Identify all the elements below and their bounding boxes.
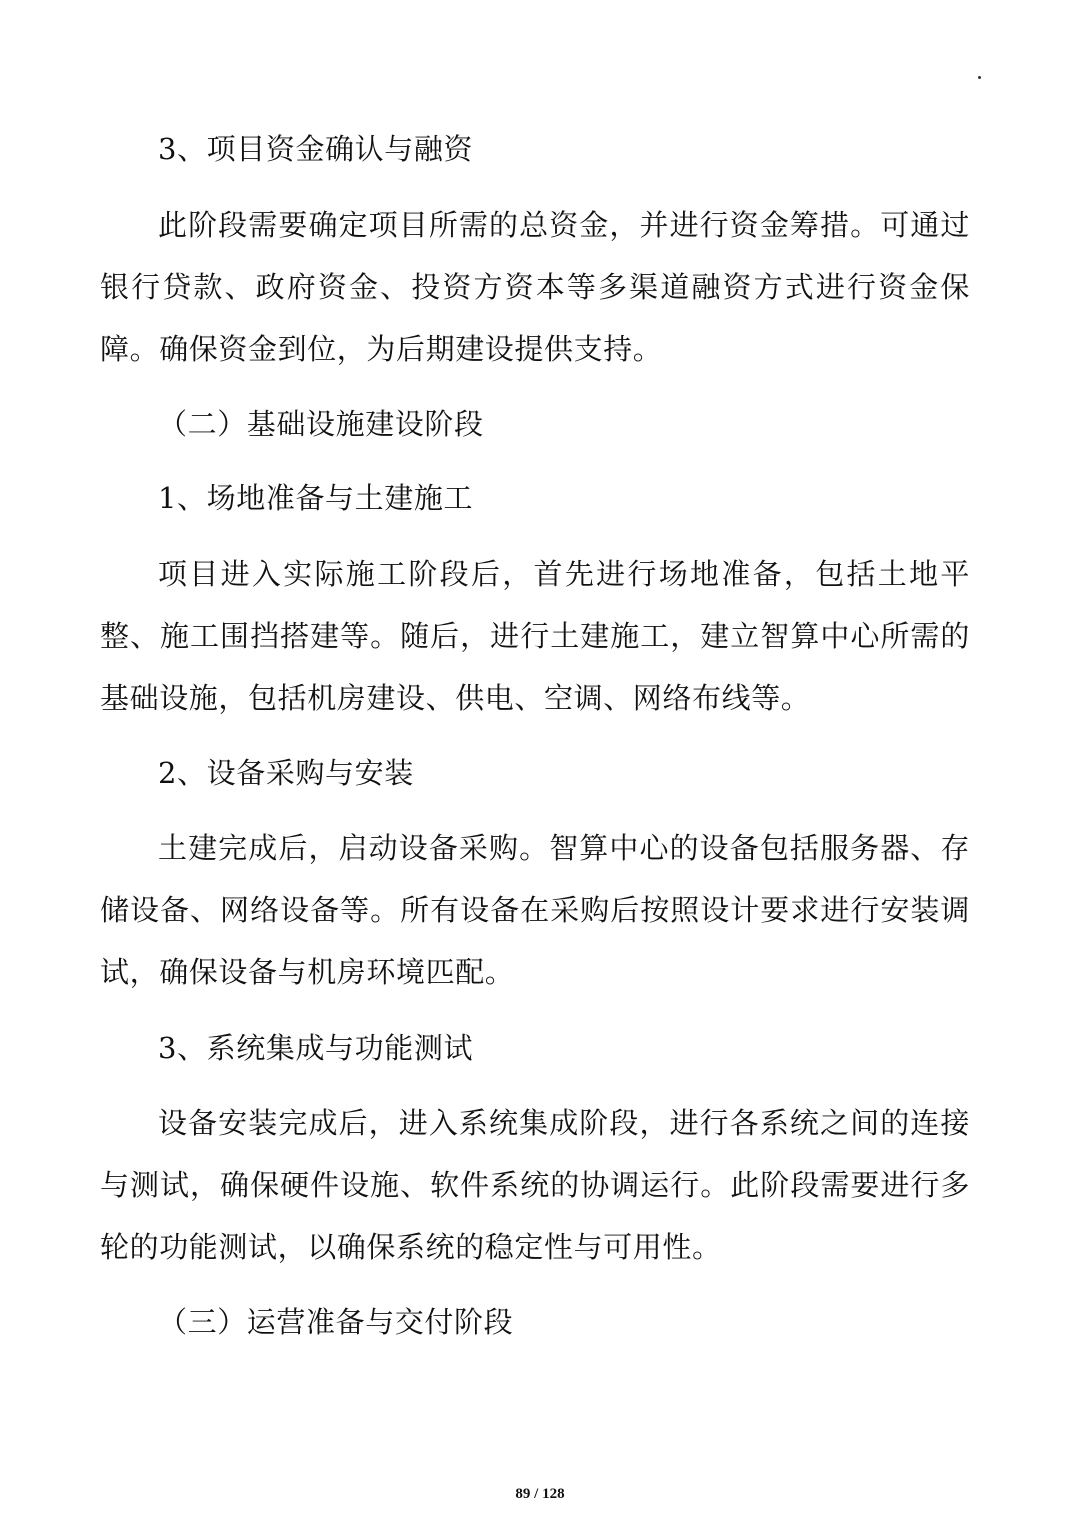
paragraph-site-prep: 项目进入实际施工阶段后，首先进行场地准备，包括土地平整、施工围挡搭建等。随后，进行土建施工，建立智算中心所需的基础设施，包括机房建设、供电、空调、网络布线等。 — [100, 557, 970, 715]
page-number: 89 / 128 — [515, 1486, 565, 1502]
section-heading-site-prep: 1、场地准备与土建施工 — [158, 481, 474, 515]
section-heading-funding: 3、项目资金确认与融资 — [158, 132, 474, 166]
paragraph-funding: 此阶段需要确定项目所需的总资金，并进行资金筹措。可通过银行贷款、政府资金、投资方资本等多渠道融资方式进行资金保障。确保资金到位，为后期建设提供支持。 — [100, 208, 970, 366]
chapter-heading-operation: （三）运营准备与交付阶段 — [158, 1305, 514, 1339]
section-heading-equipment: 2、设备采购与安装 — [158, 756, 414, 790]
paragraph-equipment: 土建完成后，启动设备采购。智算中心的设备包括服务器、存储设备、网络设备等。所有设备在采购后按照设计要求进行安装调试，确保设备与机房环境匹配。 — [100, 831, 970, 989]
chapter-heading-infrastructure: （二）基础设施建设阶段 — [158, 407, 484, 441]
paragraph-integration: 设备安装完成后，进入系统集成阶段，进行各系统之间的连接与测试，确保硬件设施、软件系统的协调运行。此阶段需要进行多轮的功能测试，以确保系统的稳定性与可用性。 — [100, 1106, 970, 1264]
page-mark — [978, 76, 981, 79]
section-heading-integration: 3、系统集成与功能测试 — [158, 1031, 474, 1065]
